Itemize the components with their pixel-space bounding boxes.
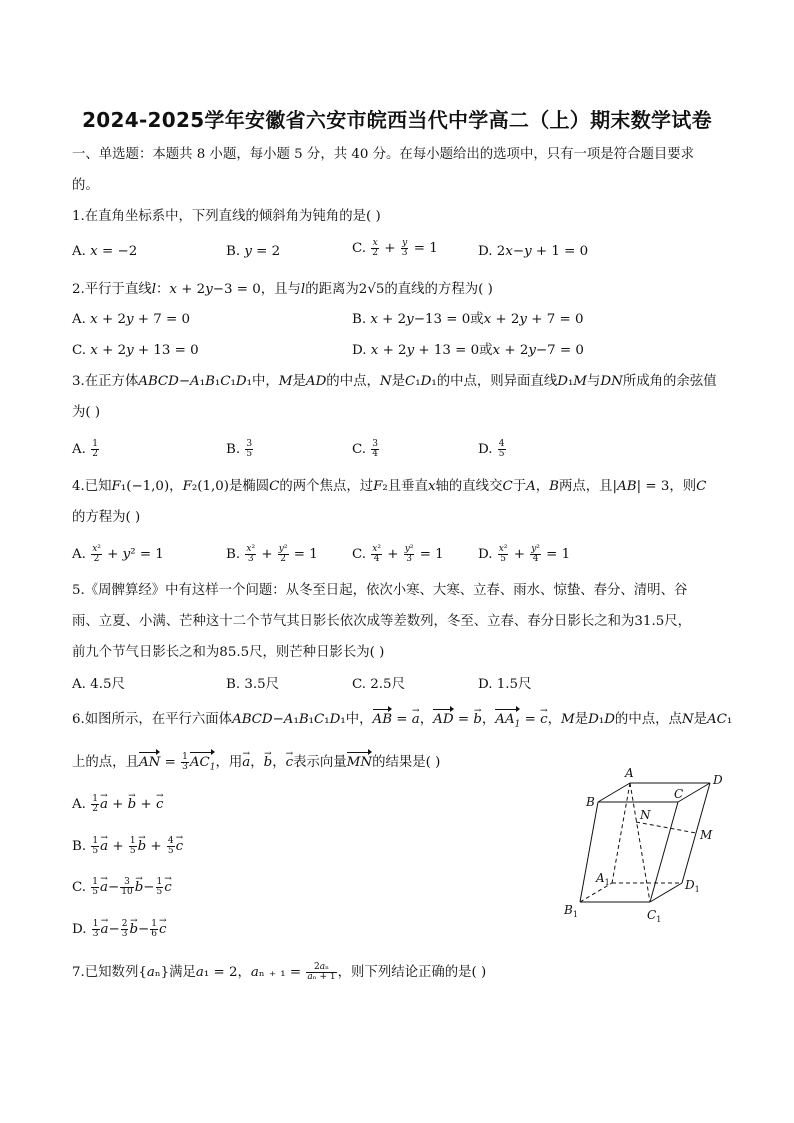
question-2-stem [72, 281, 493, 299]
q6-c-label: C. [72, 880, 87, 895]
q6-option-d: D. $\frac{1}{3}$ → a− $\frac{2}{3}$ → b− $\frac{1}{6}$ → c [72, 920, 167, 939]
q3-b-label: B. [226, 442, 241, 457]
edge-bb1 [580, 802, 598, 902]
q2-stem-c: 的直线的方程为( ) [384, 282, 493, 297]
edge-ab [598, 783, 630, 802]
q7-stem-a: 7.已知数列{𝑎ₙ}满足𝑎₁ = 2，𝑎ₙ ₊ ₁ = [72, 965, 302, 980]
q6-option-a: A. $\frac{1}{2}$ → a + → b + → c [72, 795, 163, 814]
q4-b-eq: = 1 [293, 547, 318, 562]
q3-a-label: A. [72, 442, 86, 457]
q7-frac-den: 𝑎ₙ + 1 [307, 972, 336, 982]
question-4-stem-cont: 的方程为( ) [72, 510, 141, 525]
q1-option-a: A. 𝑥 = −2 [72, 244, 138, 259]
q3-option-c [352, 440, 380, 459]
q3-c-num: 3 [372, 439, 379, 449]
q4-a-rest: + 𝑦² = 1 [107, 547, 164, 562]
q6-stem-f: 的结果是( ) [372, 755, 441, 770]
q2-option-b: B. 𝑥 + 2𝑦−13 = 0或𝑥 + 2𝑦 + 7 = 0 [352, 312, 584, 327]
label-n: N [640, 808, 651, 822]
q6-stem-d: ，用 [215, 755, 243, 770]
question-3-stem: 3.在正方体𝐴𝐵𝐶𝐷−𝐴₁𝐵₁𝐶₁𝐷₁中，𝑀是𝐴𝐷的中点，𝑁是𝐶₁𝐷₁的中点，则异面直线𝐷₁𝑀与𝐷𝑁所成角的余弦值 [72, 374, 717, 389]
q3-a-num: 1 [92, 439, 98, 449]
label-c1: $C_1$ [647, 908, 662, 922]
q1-option-b: B. 𝑦 = 2 [226, 244, 281, 259]
q6-stem-c: 上的点，且 [72, 755, 139, 770]
q2-option-d: D. 𝑥 + 2𝑦 + 13 = 0或𝑥 + 2𝑦−7 = 0 [352, 343, 584, 358]
q3-option-d [478, 440, 507, 459]
section-heading-cont: 的。 [72, 178, 99, 193]
q6-stem-a: 6.如图所示，在平行六面体𝐴𝐵𝐶𝐷−𝐴₁𝐵₁𝐶₁𝐷₁中， [72, 712, 373, 727]
q7-frac-num: 2𝑎ₙ [306, 963, 336, 973]
q5-option-c: C. 2.5尺 [352, 677, 405, 692]
q4-d-eq: = 1 [546, 547, 571, 562]
q3-c-den: 4 [372, 449, 379, 459]
q4-option-a: A. $\frac{\text{x²}}{2}$ + 𝑦² = 1 [72, 544, 164, 564]
q5-option-a: A. 4.5尺 [72, 677, 125, 692]
q4-a-label: A. [72, 547, 86, 562]
page-title: 2024-2025学年安徽省六安市皖西当代中学高二（上）期末数学试卷 [82, 108, 712, 132]
question-1-stem: 1.在直角坐标系中，下列直线的倾斜角为钝角的是( ) [72, 209, 381, 224]
q4-option-c: C. $\frac{\text{x²}}{4}$ + $\frac{\text{y²}}{3}$ = 1 [352, 544, 444, 564]
q6-option-c: C. $\frac{1}{5}$ → a− $\frac{3}{10}$ → b− $\frac{1}{5}$ → c [72, 878, 172, 897]
q6-a-label: A. [72, 797, 86, 812]
q2-option-c: C. 𝑥 + 2𝑦 + 13 = 0 [72, 343, 199, 358]
q1-option-c-label: C. [352, 241, 371, 256]
label-m: M [700, 828, 713, 842]
diagonal-ac1 [630, 783, 650, 902]
label-d: D [713, 773, 723, 787]
question-6-stem: 6.如图所示，在平行六面体𝐴𝐵𝐶𝐷−𝐴₁𝐵₁𝐶₁𝐷₁中，AB = → a，AD = → b，$AA_1$ = → c，𝑀是𝐷₁𝐷的中点，点𝑁是𝐴𝐶₁ [72, 711, 732, 734]
label-a: A [625, 766, 634, 780]
q1-option-c-tail: = 1 [409, 241, 438, 256]
question-5-stem-cont1: 雨、立夏、小满、芒种这十二个节气其日影长依次成等差数列，冬至、立春、春分日影长之和为31.5尺， [72, 614, 691, 629]
q3-d-num: 4 [498, 439, 505, 449]
label-a1: $A_1$ [596, 871, 610, 887]
q2-sqrt: √5 [367, 282, 385, 297]
q2-option-a: A. 𝑥 + 2𝑦 + 7 = 0 [72, 312, 191, 327]
q6-stem-e: 表示向量 [293, 755, 347, 770]
q6-d-label: D. [72, 922, 87, 937]
parallelepiped-figure [552, 762, 732, 922]
q6-option-b: B. $\frac{1}{5}$ → a + $\frac{1}{5}$ → b + $\frac{4}{5}$ → c [72, 837, 183, 856]
q1-option-d: D. 2𝑥−𝑦 + 1 = 0 [478, 244, 589, 259]
q2-stem-a: 2.平行于直线𝑙：𝑥 + 2𝑦−3 = 0，且与𝑙的距离为2 [72, 282, 368, 297]
q3-d-den: 5 [498, 449, 505, 459]
q3-b-num: 3 [246, 439, 253, 449]
q4-option-b: B. $\frac{\text{x²}}{3}$ + $\frac{\text{y²}}{2}$ = 1 [226, 544, 318, 564]
edge-aa1 [612, 783, 630, 883]
question-5-stem: 5.《周髀算经》中有这样一个问题：从冬至日起，依次小寒、大寒、立春、雨水、惊蛰、春分、清明、谷 [72, 583, 688, 598]
q6-stem-b: ，𝑀是𝐷₁𝐷的中点，点𝑁是𝐴𝐶₁ [547, 712, 733, 727]
q3-option-a [72, 440, 100, 459]
q3-d-label: D. [478, 442, 493, 457]
q4-d-label: D. [478, 547, 493, 562]
q4-c-eq: = 1 [419, 547, 444, 562]
question-4-stem: 4.已知𝐹₁(−1,0)，𝐹₂(1,0)是椭圆𝐶的两个焦点，过𝐹₂且垂直𝑥轴的直线交𝐶于𝐴，𝐵两点，且|𝐴𝐵| = 3，则𝐶 [72, 479, 707, 494]
q7-stem-b: ，则下列结论正确的是( ) [337, 965, 487, 980]
q5-option-b: B. 3.5尺 [226, 677, 280, 692]
label-b1: $B_1$ [564, 903, 578, 919]
label-b: B [586, 795, 595, 809]
q4-c-label: C. [352, 547, 367, 562]
q3-option-b [226, 440, 254, 459]
q3-a-den: 2 [92, 449, 98, 459]
q4-option-d: D. $\frac{\text{x²}}{5}$ + $\frac{\text{y²}}{4}$ = 1 [478, 544, 571, 564]
q1-option-c: C. $\frac{x}{2}$ + $\frac{y}{3}$ = 1 [352, 238, 438, 258]
q5-option-d: D. 1.5尺 [478, 677, 532, 692]
question-7-stem [72, 963, 486, 982]
label-d1: $D_1$ [685, 878, 700, 894]
segment-nm [636, 822, 696, 833]
question-3-stem-cont: 为( ) [72, 405, 101, 420]
question-6-stem-cont: 上的点，且AN = $\frac{1}{3}$ $AC_1$，用→ a，→ b，→ c表示向量MN的结果是( ) [72, 753, 440, 777]
q4-b-label: B. [226, 547, 241, 562]
q6-b-label: B. [72, 839, 87, 854]
section-heading: 一、单选题：本题共 8 小题，每小题 5 分，共 40 分。在每小题给出的选项中，只有一项是符合题目要求 [72, 147, 695, 162]
q3-b-den: 5 [246, 449, 253, 459]
question-5-stem-cont2: 前九个节气日影长之和为85.5尺，则芒种日影长为( ) [72, 645, 385, 660]
edge-cc1 [650, 802, 678, 902]
q3-c-label: C. [352, 442, 367, 457]
label-c: C [674, 787, 684, 801]
